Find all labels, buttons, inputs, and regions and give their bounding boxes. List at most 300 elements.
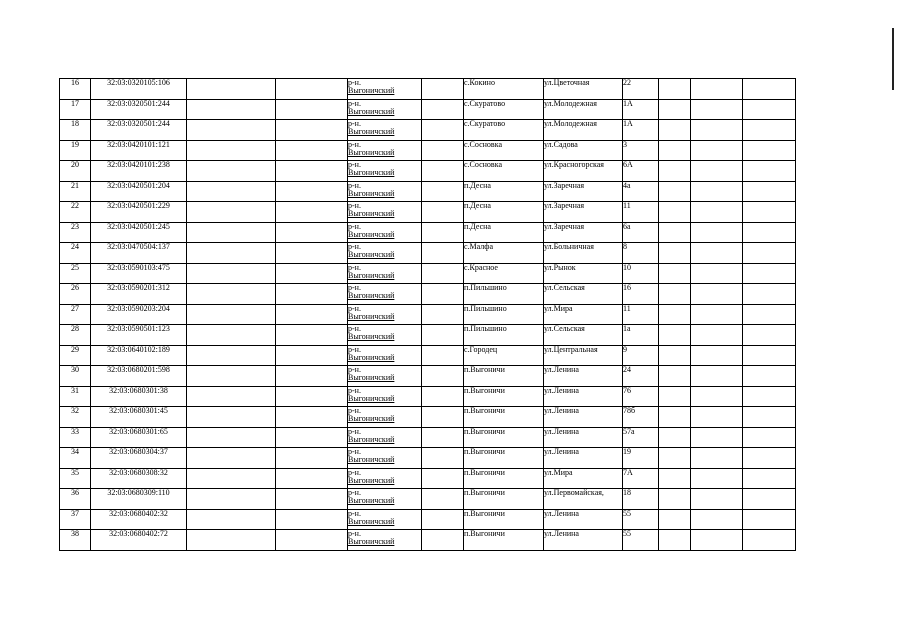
house-number: 8 <box>623 243 659 264</box>
cadastral-number: 32:03:0420101:238 <box>91 161 187 182</box>
district <box>348 140 422 161</box>
empty-cell <box>276 345 348 366</box>
empty-cell <box>659 386 691 407</box>
settlement: п.Выгоничи <box>464 530 544 551</box>
empty-cell <box>691 263 743 284</box>
row-number: 33 <box>60 427 91 448</box>
empty-cell <box>659 79 691 100</box>
empty-cell <box>743 530 796 551</box>
cadastral-number: 32:03:0420501:245 <box>91 222 187 243</box>
district-prefix: р-н. <box>348 304 361 313</box>
table-row <box>60 325 796 346</box>
empty-cell <box>659 345 691 366</box>
empty-cell <box>659 468 691 489</box>
district <box>348 366 422 387</box>
district-prefix: р-н. <box>348 386 361 395</box>
cadastral-number: 32:03:0590501:123 <box>91 325 187 346</box>
table-row <box>60 284 796 305</box>
district-name: Выгоничский <box>348 168 395 177</box>
cadastral-number: 32:03:0320105:106 <box>91 79 187 100</box>
district-name: Выгоничский <box>348 209 395 218</box>
district-name: Выгоничский <box>348 291 395 300</box>
empty-cell <box>691 407 743 428</box>
district-name: Выгоничский <box>348 434 395 444</box>
house-number: 7А <box>623 468 659 489</box>
district-name: Выгоничский <box>348 352 395 362</box>
empty-cell <box>276 79 348 100</box>
street: ул.Мира <box>544 468 623 489</box>
district <box>348 386 422 407</box>
empty-cell <box>276 284 348 305</box>
empty-cell <box>187 284 276 305</box>
district-prefix: р-н. <box>348 345 361 354</box>
empty-cell <box>743 345 796 366</box>
settlement: п.Десна <box>464 181 544 202</box>
page-edge-mark <box>892 28 894 90</box>
empty-cell <box>422 448 464 469</box>
empty-cell <box>743 489 796 510</box>
cadastral-number: 32:03:0680402:32 <box>91 509 187 530</box>
empty-cell <box>691 345 743 366</box>
house-number: 16 <box>623 284 659 305</box>
district <box>348 489 422 510</box>
district <box>348 427 422 448</box>
empty-cell <box>276 222 348 243</box>
district-prefix: р-н. <box>348 181 361 190</box>
empty-cell <box>187 99 276 120</box>
house-number: 24 <box>623 366 659 387</box>
row-number: 25 <box>60 263 91 284</box>
street: ул.Ленина <box>544 448 623 469</box>
empty-cell <box>691 243 743 264</box>
empty-cell <box>691 489 743 510</box>
empty-cell <box>187 263 276 284</box>
empty-cell <box>187 366 276 387</box>
cadastral-number: 32:03:0420501:229 <box>91 202 187 223</box>
row-number: 22 <box>60 202 91 223</box>
row-number: 23 <box>60 222 91 243</box>
district-name: Выгоничский <box>348 86 395 95</box>
settlement: п.Выгоничи <box>464 407 544 428</box>
cadastral-number: 32:03:0590103:475 <box>91 263 187 284</box>
empty-cell <box>187 509 276 530</box>
row-number: 38 <box>60 530 91 551</box>
district <box>348 468 422 489</box>
empty-cell <box>422 120 464 141</box>
empty-cell <box>187 243 276 264</box>
district <box>348 284 422 305</box>
empty-cell <box>422 427 464 448</box>
district-prefix: р-н. <box>348 509 361 518</box>
empty-cell <box>743 468 796 489</box>
district-prefix: р-н. <box>348 283 361 292</box>
settlement: с.Кокино <box>464 79 544 100</box>
table-row <box>60 509 796 530</box>
empty-cell <box>691 366 743 387</box>
empty-cell <box>422 366 464 387</box>
empty-cell <box>691 79 743 100</box>
empty-cell <box>743 325 796 346</box>
district-prefix: р-н. <box>348 447 361 456</box>
district <box>348 161 422 182</box>
row-number: 26 <box>60 284 91 305</box>
table-row <box>60 530 796 551</box>
empty-cell <box>187 407 276 428</box>
table-row <box>60 120 796 141</box>
empty-cell <box>422 202 464 223</box>
house-number: 55 <box>623 509 659 530</box>
cadastral-number: 32:03:0320501:244 <box>91 99 187 120</box>
empty-cell <box>691 468 743 489</box>
empty-cell <box>691 99 743 120</box>
cadastral-number: 32:03:0590201:312 <box>91 284 187 305</box>
empty-cell <box>187 181 276 202</box>
empty-cell <box>187 530 276 551</box>
empty-cell <box>276 304 348 325</box>
settlement: п.Выгоничи <box>464 448 544 469</box>
table-row <box>60 99 796 120</box>
row-number: 35 <box>60 468 91 489</box>
settlement: п.Выгоничи <box>464 366 544 387</box>
house-number: 11 <box>623 304 659 325</box>
house-number: 19 <box>623 448 659 469</box>
empty-cell <box>743 202 796 223</box>
row-number: 28 <box>60 325 91 346</box>
empty-cell <box>187 448 276 469</box>
district-prefix: р-н. <box>348 242 361 251</box>
district <box>348 222 422 243</box>
district-name: Выгоничский <box>348 270 395 280</box>
empty-cell <box>276 263 348 284</box>
empty-cell <box>691 509 743 530</box>
empty-cell <box>276 509 348 530</box>
empty-cell <box>659 284 691 305</box>
empty-cell <box>276 181 348 202</box>
empty-cell <box>276 489 348 510</box>
empty-cell <box>659 304 691 325</box>
district-name: Выгоничский <box>348 106 395 116</box>
district-name: Выгоничский <box>348 475 395 485</box>
empty-cell <box>743 181 796 202</box>
house-number: 1а <box>623 325 659 346</box>
empty-cell <box>743 263 796 284</box>
empty-cell <box>743 243 796 264</box>
district-name: Выгоничский <box>348 537 395 546</box>
row-number: 17 <box>60 99 91 120</box>
district <box>348 181 422 202</box>
empty-cell <box>659 427 691 448</box>
empty-cell <box>659 181 691 202</box>
district <box>348 530 422 551</box>
cadastral-number: 32:03:0680308:32 <box>91 468 187 489</box>
empty-cell <box>187 304 276 325</box>
table-row <box>60 407 796 428</box>
house-number: 1А <box>623 120 659 141</box>
cadastral-number: 32:03:0420101:121 <box>91 140 187 161</box>
empty-cell <box>187 120 276 141</box>
district-name: Выгоничский <box>348 127 395 136</box>
district-prefix: р-н. <box>348 365 361 374</box>
empty-cell <box>422 161 464 182</box>
street: ул.Больничная <box>544 243 623 264</box>
empty-cell <box>659 222 691 243</box>
district-prefix: р-н. <box>348 119 361 128</box>
table-row <box>60 489 796 510</box>
table-row <box>60 345 796 366</box>
table-row <box>60 140 796 161</box>
cadastral-number: 32:03:0680304:37 <box>91 448 187 469</box>
settlement: с.Малфа <box>464 243 544 264</box>
row-number: 34 <box>60 448 91 469</box>
empty-cell <box>187 489 276 510</box>
district-prefix: р-н. <box>348 406 361 415</box>
empty-cell <box>691 222 743 243</box>
empty-cell <box>276 448 348 469</box>
empty-cell <box>659 243 691 264</box>
district-name: Выгоничский <box>348 373 395 382</box>
street: ул.Садова <box>544 140 623 161</box>
row-number: 37 <box>60 509 91 530</box>
district-name: Выгоничский <box>348 455 395 464</box>
empty-cell <box>276 468 348 489</box>
row-number: 16 <box>60 79 91 100</box>
empty-cell <box>743 120 796 141</box>
empty-cell <box>422 140 464 161</box>
house-number: 18 <box>623 489 659 510</box>
table-row <box>60 222 796 243</box>
district-prefix: р-н. <box>348 427 361 436</box>
empty-cell <box>659 509 691 530</box>
empty-cell <box>422 222 464 243</box>
empty-cell <box>743 140 796 161</box>
empty-cell <box>187 161 276 182</box>
street: ул.Рынок <box>544 263 623 284</box>
property-registry-table <box>59 78 796 551</box>
empty-cell <box>276 140 348 161</box>
district-prefix: р-н. <box>348 263 361 272</box>
empty-cell <box>691 161 743 182</box>
cadastral-number: 32:03:0320501:244 <box>91 120 187 141</box>
empty-cell <box>743 448 796 469</box>
district-name: Выгоничский <box>348 496 395 505</box>
empty-cell <box>422 304 464 325</box>
empty-cell <box>422 325 464 346</box>
empty-cell <box>187 345 276 366</box>
district <box>348 407 422 428</box>
house-number: 6А <box>623 161 659 182</box>
settlement: п.Выгоничи <box>464 489 544 510</box>
district-prefix: р-н. <box>348 488 361 497</box>
house-number: 3 <box>623 140 659 161</box>
district <box>348 263 422 284</box>
district <box>348 120 422 141</box>
settlement: п.Десна <box>464 202 544 223</box>
empty-cell <box>659 489 691 510</box>
house-number: 4а <box>623 181 659 202</box>
street: ул.Молодежная <box>544 99 623 120</box>
district <box>348 202 422 223</box>
row-number: 36 <box>60 489 91 510</box>
cadastral-number: 32:03:0680301:65 <box>91 427 187 448</box>
empty-cell <box>691 304 743 325</box>
empty-cell <box>187 202 276 223</box>
settlement: с.Скуратово <box>464 120 544 141</box>
empty-cell <box>691 284 743 305</box>
settlement: п.Выгоничи <box>464 468 544 489</box>
district-prefix: р-н. <box>348 201 361 210</box>
street: ул.Заречная <box>544 222 623 243</box>
table-row <box>60 366 796 387</box>
house-number: 9 <box>623 345 659 366</box>
row-number: 21 <box>60 181 91 202</box>
district-name: Выгоничский <box>348 311 395 321</box>
empty-cell <box>743 386 796 407</box>
empty-cell <box>743 222 796 243</box>
empty-cell <box>691 181 743 202</box>
empty-cell <box>691 140 743 161</box>
district-prefix: р-н. <box>348 160 361 169</box>
row-number: 19 <box>60 140 91 161</box>
empty-cell <box>187 427 276 448</box>
empty-cell <box>422 181 464 202</box>
district-prefix: р-н. <box>348 140 361 149</box>
street: ул.Ленина <box>544 366 623 387</box>
cadastral-number: 32:03:0470504:137 <box>91 243 187 264</box>
row-number: 24 <box>60 243 91 264</box>
street: ул.Ленина <box>544 530 623 551</box>
empty-cell <box>422 263 464 284</box>
empty-cell <box>422 530 464 551</box>
settlement: п.Выгоничи <box>464 509 544 530</box>
table-row <box>60 243 796 264</box>
empty-cell <box>422 345 464 366</box>
settlement: с.Сосновка <box>464 140 544 161</box>
district-name: Выгоничский <box>348 229 395 239</box>
settlement: с.Красное <box>464 263 544 284</box>
empty-cell <box>659 530 691 551</box>
empty-cell <box>276 243 348 264</box>
district-prefix: р-н. <box>348 324 361 333</box>
street: ул.Заречная <box>544 202 623 223</box>
settlement: п.Выгоничи <box>464 386 544 407</box>
house-number: 6а <box>623 222 659 243</box>
table-row <box>60 161 796 182</box>
district <box>348 345 422 366</box>
cadastral-number: 32:03:0680309:110 <box>91 489 187 510</box>
empty-cell <box>659 366 691 387</box>
district <box>348 509 422 530</box>
row-number: 29 <box>60 345 91 366</box>
cadastral-number: 32:03:0680301:45 <box>91 407 187 428</box>
house-number: 22 <box>623 79 659 100</box>
empty-cell <box>187 222 276 243</box>
empty-cell <box>691 120 743 141</box>
empty-cell <box>743 427 796 448</box>
empty-cell <box>743 509 796 530</box>
street: ул.Сельская <box>544 325 623 346</box>
street: ул.Ленина <box>544 386 623 407</box>
district-prefix: р-н. <box>348 78 361 87</box>
settlement: п.Десна <box>464 222 544 243</box>
cadastral-number: 32:03:0680201:598 <box>91 366 187 387</box>
table-row <box>60 79 796 100</box>
empty-cell <box>659 161 691 182</box>
district-name: Выгоничский <box>348 393 395 403</box>
district-name: Выгоничский <box>348 332 395 341</box>
street: ул.Мира <box>544 304 623 325</box>
empty-cell <box>691 427 743 448</box>
empty-cell <box>422 407 464 428</box>
empty-cell <box>276 407 348 428</box>
settlement: с.Скуратово <box>464 99 544 120</box>
settlement: с.Сосновка <box>464 161 544 182</box>
settlement: с.Городец <box>464 345 544 366</box>
street: ул.Заречная <box>544 181 623 202</box>
empty-cell <box>422 489 464 510</box>
street: ул.Ленина <box>544 407 623 428</box>
street: ул.Молодежная <box>544 120 623 141</box>
empty-cell <box>743 366 796 387</box>
street: ул.Центральная <box>544 345 623 366</box>
settlement: п.Пильшино <box>464 284 544 305</box>
district-name: Выгоничский <box>348 250 395 259</box>
empty-cell <box>422 99 464 120</box>
empty-cell <box>276 427 348 448</box>
cadastral-number: 32:03:0590203:204 <box>91 304 187 325</box>
district-name: Выгоничский <box>348 188 395 198</box>
empty-cell <box>276 366 348 387</box>
row-number: 31 <box>60 386 91 407</box>
district-prefix: р-н. <box>348 222 361 231</box>
house-number: 78б <box>623 407 659 428</box>
table-row <box>60 181 796 202</box>
empty-cell <box>659 99 691 120</box>
district <box>348 304 422 325</box>
empty-cell <box>276 99 348 120</box>
cadastral-number: 32:03:0680301:38 <box>91 386 187 407</box>
district <box>348 99 422 120</box>
empty-cell <box>276 120 348 141</box>
row-number: 20 <box>60 161 91 182</box>
empty-cell <box>691 325 743 346</box>
empty-cell <box>187 140 276 161</box>
house-number: 1А <box>623 99 659 120</box>
empty-cell <box>659 120 691 141</box>
empty-cell <box>659 263 691 284</box>
table-row <box>60 304 796 325</box>
table-row <box>60 263 796 284</box>
row-number: 18 <box>60 120 91 141</box>
empty-cell <box>422 386 464 407</box>
table-row <box>60 386 796 407</box>
empty-cell <box>187 468 276 489</box>
empty-cell <box>276 161 348 182</box>
empty-cell <box>659 325 691 346</box>
street: ул.Первомайская, <box>544 489 623 510</box>
empty-cell <box>422 468 464 489</box>
table-row <box>60 468 796 489</box>
empty-cell <box>743 99 796 120</box>
row-number: 30 <box>60 366 91 387</box>
empty-cell <box>659 202 691 223</box>
row-number: 32 <box>60 407 91 428</box>
table-row <box>60 427 796 448</box>
empty-cell <box>276 530 348 551</box>
house-number: 10 <box>623 263 659 284</box>
empty-cell <box>659 140 691 161</box>
street: ул.Сельская <box>544 284 623 305</box>
district <box>348 325 422 346</box>
